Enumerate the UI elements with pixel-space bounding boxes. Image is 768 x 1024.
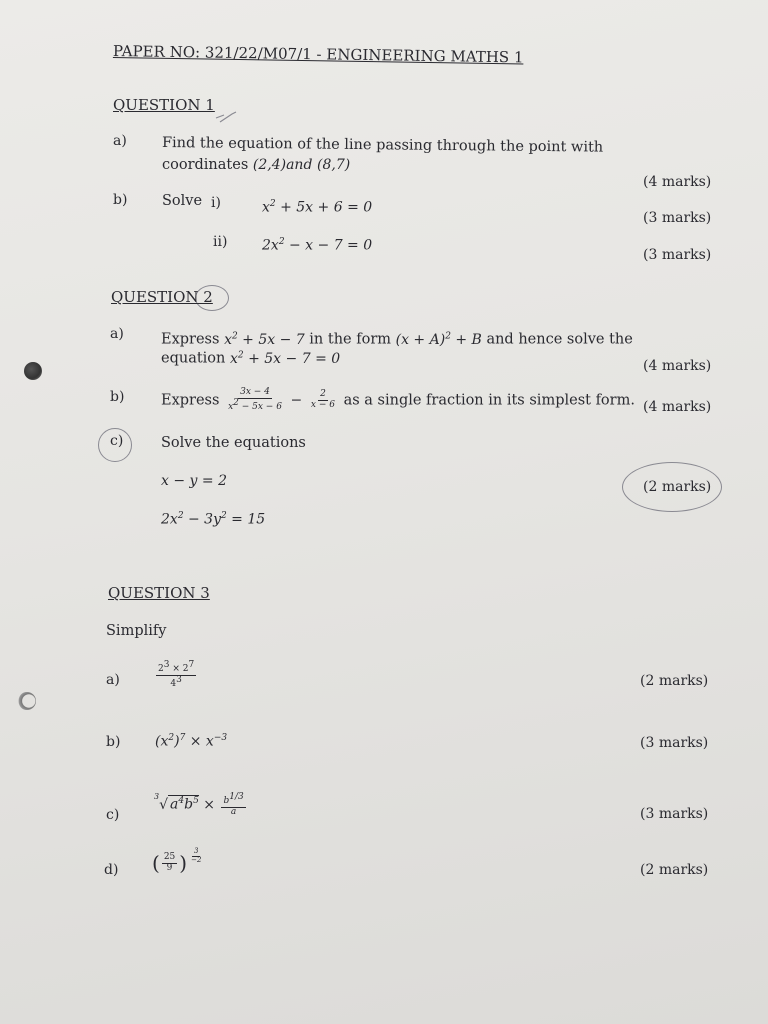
q3c-expression: $^3$√ $a^4b^5$ × $\frac{b^{1/3}}{a}$ [154,791,244,817]
q3b-marks: (3 marks) [640,735,709,751]
q2c-label: c) [110,433,124,449]
pencil-tick [214,110,238,124]
binder-hole [18,692,36,710]
q1a-label: a) [113,133,127,149]
q1b-ii-equation: $2x^2 - x - 7 = 0$ [262,237,373,254]
q2c-marks: (2 marks) [643,479,712,495]
q3a-expression: $\frac{2^3 \times 2^7}{4^3}$ [158,660,195,689]
q2b-marks: (4 marks) [643,399,712,415]
q3d-label: d) [104,862,119,878]
question-2-heading: QUESTION 2 [111,288,213,306]
q3d-expression: ( $\frac{25}{9}$ ) $\frac{3}{-2}$ [152,847,202,875]
q3a-label: a) [106,672,120,688]
paper-title: PAPER NO: 321/22/M07/1 - ENGINEERING MATHS 1 [112,42,524,67]
q2c-equation-1: x − y = 2 [161,473,227,489]
q1a-line1: Find the equation of the line passing through the point with [161,135,604,156]
q2a-label: a) [110,326,124,342]
q2a-line2: equation $x^2 + 5x - 7 = 0$ [161,350,341,367]
q3c-marks: (3 marks) [640,806,709,822]
q1b-label: b) [113,192,128,208]
q3d-marks: (2 marks) [640,862,709,878]
binder-hole [24,362,42,380]
q1b-i-equation: $x^2 + 5x + 6 = 0$ [262,199,373,216]
q2c-text: Solve the equations [161,435,306,451]
q1a-marks: (4 marks) [643,174,712,190]
q1b-ii-label: ii) [213,234,228,250]
q2b-expression: Express $\frac{3x - 4}{x^2 - 5x - 6}$ − $\frac{2}{x - 6}$ as a single fraction in its simplest form. [161,387,635,412]
question-3-heading: QUESTION 3 [108,584,210,602]
q2a-marks: (4 marks) [643,358,712,374]
q3b-expression: $(x^2)^7 \times x^{-3}$ [155,733,228,750]
q3-intro: Simplify [106,623,167,639]
q2b-label: b) [110,389,125,405]
q1b-i-label: i) [211,195,221,211]
q2c-equation-2: $2x^2 - 3y^2 = 15$ [161,511,266,528]
q1a-line2: coordinates (2,4)and (8,7) [162,157,351,173]
q3b-label: b) [106,734,121,750]
q1b-i-marks: (3 marks) [643,210,712,226]
question-1-heading: QUESTION 1 [113,96,215,114]
q3a-marks: (2 marks) [640,673,709,689]
q1b-solve: Solve [162,193,203,209]
q2a-line1: Express $x^2 + 5x - 7$ in the form $(x + A)^2 + B$ and hence solve the [161,331,633,348]
q3c-label: c) [106,807,120,823]
q1b-ii-marks: (3 marks) [643,247,712,263]
